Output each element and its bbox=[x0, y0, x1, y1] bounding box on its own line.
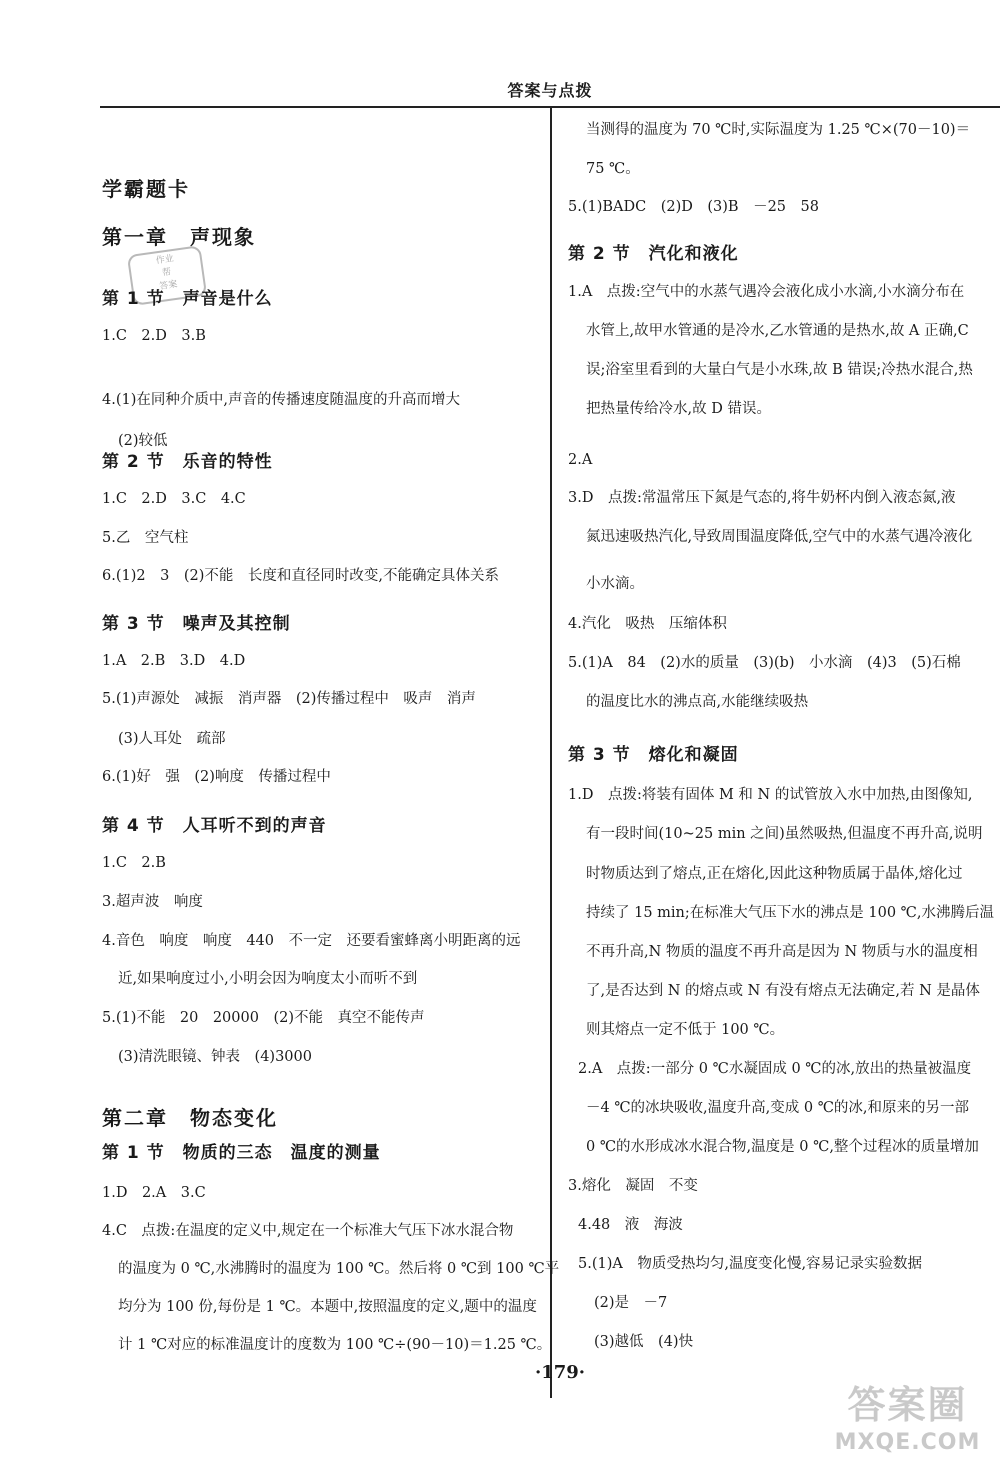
answer-line: 5.(1)声源处 减振 消声器 (2)传播过程中 吸声 消声 bbox=[102, 691, 476, 707]
answer-line: 1.D 2.A 3.C bbox=[102, 1185, 206, 1201]
answer-line: 时物质达到了熔点,正在熔化,因此这种物质属于晶体,熔化过 bbox=[586, 866, 963, 882]
watermark-site: MXQE.COM bbox=[834, 1430, 981, 1455]
watermark-logo: 答案圈 bbox=[847, 1383, 968, 1427]
section-title: 第 3 节 噪声及其控制 bbox=[102, 614, 291, 634]
answer-line: 1.C 2.D 3.C 4.C bbox=[102, 491, 246, 507]
answer-line: 小水滴。 bbox=[586, 576, 644, 592]
answer-line: 0 ℃的水形成冰水混合物,温度是 0 ℃,整个过程冰的质量增加 bbox=[586, 1139, 979, 1155]
answer-line: (2)是 －7 bbox=[594, 1295, 668, 1311]
answer-line: 氮迅速吸热汽化,导致周围温度降低,空气中的水蒸气遇冷液化 bbox=[586, 529, 973, 545]
answer-line: 计 1 ℃对应的标准温度计的度数为 100 ℃÷(90－10)＝1.25 ℃。 bbox=[118, 1337, 552, 1353]
answer-line: 误;浴室里看到的大量白气是小水珠,故 B 错误;冷热水混合,热 bbox=[586, 362, 973, 378]
answer-line: 了,是否达到 N 的熔点或 N 有没有熔点无法确定,若 N 是晶体 bbox=[586, 983, 980, 999]
section-title: 第 2 节 汽化和液化 bbox=[568, 244, 739, 264]
answer-line: 3.熔化 凝固 不变 bbox=[568, 1178, 698, 1194]
answer-line: (3)越低 (4)快 bbox=[594, 1334, 694, 1350]
answer-line: 有一段时间(10~25 min 之间)虽然吸热,但温度不再升高,说明 bbox=[586, 826, 983, 842]
answer-line: 3.D 点拨:常温常压下氮是气态的,将牛奶杯内倒入液态氮,液 bbox=[568, 490, 956, 506]
answer-line: 4.汽化 吸热 压缩体积 bbox=[568, 616, 727, 632]
answer-line: (2)较低 bbox=[118, 433, 168, 449]
answer-line: 5.(1)不能 20 20000 (2)不能 真空不能传声 bbox=[102, 1010, 425, 1026]
answer-line: 2.A bbox=[568, 452, 593, 468]
answer-line: 不再升高,N 物质的温度不再升高是因为 N 物质与水的温度相 bbox=[586, 944, 978, 960]
answer-line: 1.A 2.B 3.D 4.D bbox=[102, 653, 246, 669]
answer-line: 75 ℃。 bbox=[586, 161, 640, 177]
stamp-line: 作业 bbox=[155, 253, 175, 267]
answer-line: 5.(1)A 84 (2)水的质量 (3)(b) 小水滴 (4)3 (5)石棉 bbox=[568, 655, 961, 671]
answer-line: 1.A 点拨:空气中的水蒸气遇冷会液化成小水滴,小水滴分布在 bbox=[568, 284, 965, 300]
section-title: 第 4 节 人耳听不到的声音 bbox=[102, 816, 327, 836]
answer-line: 则其熔点一定不低于 100 ℃。 bbox=[586, 1022, 785, 1038]
answer-line: 1.C 2.B bbox=[102, 855, 166, 871]
section-title: 第 3 节 熔化和凝固 bbox=[568, 745, 739, 765]
page-header: 答案与点拨 bbox=[507, 81, 593, 100]
column-divider bbox=[550, 108, 552, 1398]
section-title: 第 1 节 声音是什么 bbox=[102, 289, 273, 309]
answer-line: 5.(1)A 物质受热均匀,温度变化慢,容易记录实验数据 bbox=[578, 1256, 923, 1272]
answer-line: －4 ℃的冰块吸收,温度升高,变成 0 ℃的冰,和原来的另一部 bbox=[586, 1100, 970, 1116]
answer-line: 6.(1)好 强 (2)响度 传播过程中 bbox=[102, 769, 331, 785]
stamp-line: 帮 bbox=[161, 267, 172, 279]
answer-line: 1.C 2.D 3.B bbox=[102, 328, 206, 344]
chapter-title: 第一章 声现象 bbox=[102, 225, 256, 249]
answer-line: 4.48 液 海波 bbox=[578, 1217, 683, 1233]
answer-line: 当测得的温度为 70 ℃时,实际温度为 1.25 ℃×(70－10)＝ bbox=[586, 122, 971, 138]
answer-line: 水管上,故甲水管通的是冷水,乙水管通的是热水,故 A 正确,C bbox=[586, 323, 969, 339]
answer-line: 的温度为 0 ℃,水沸腾时的温度为 100 ℃。然后将 0 ℃到 100 ℃平 bbox=[118, 1261, 560, 1277]
answer-line: 近,如果响度过小,小明会因为响度太小而听不到 bbox=[118, 971, 418, 987]
answer-line: 2.A 点拨:一部分 0 ℃水凝固成 0 ℃的冰,放出的热量被温度 bbox=[578, 1061, 972, 1077]
answer-line: 持续了 15 min;在标准大气压下水的沸点是 100 ℃,水沸腾后温 bbox=[586, 905, 995, 921]
answer-line: 6.(1)2 3 (2)不能 长度和直径同时改变,不能确定具体关系 bbox=[102, 568, 499, 584]
chapter-title: 第二章 物态变化 bbox=[102, 1106, 278, 1130]
answer-line: 3.超声波 响度 bbox=[102, 894, 203, 910]
answer-line: 5.乙 空气柱 bbox=[102, 530, 189, 546]
page-number: ·179· bbox=[534, 1362, 586, 1383]
answer-line: 4.C 点拨:在温度的定义中,规定在一个标准大气压下冰水混合物 bbox=[102, 1223, 514, 1239]
answer-line: (3)人耳处 疏部 bbox=[118, 731, 226, 747]
stamp-line: 答案 bbox=[158, 279, 179, 293]
answer-line: 均分为 100 份,每份是 1 ℃。本题中,按照温度的定义,题中的温度 bbox=[118, 1299, 537, 1315]
section-title: 第 1 节 物质的三态 温度的测量 bbox=[102, 1143, 381, 1163]
section-title: 第 2 节 乐音的特性 bbox=[102, 452, 273, 472]
answer-line: (3)清洗眼镜、钟表 (4)3000 bbox=[118, 1049, 312, 1065]
card-title: 学霸题卡 bbox=[102, 177, 190, 201]
answer-line: 1.D 点拨:将装有固体 M 和 N 的试管放入水中加热,由图像知, bbox=[568, 787, 973, 803]
watermark bbox=[820, 1380, 995, 1470]
answer-line: 4.(1)在同种介质中,声音的传播速度随温度的升高而增大 bbox=[102, 392, 460, 408]
answer-line: 把热量传给冷水,故 D 错误。 bbox=[586, 401, 771, 417]
answer-line: 4.音色 响度 响度 440 不一定 还要看蜜蜂离小明距离的远 bbox=[102, 933, 521, 949]
answer-line: 5.(1)BADC (2)D (3)B －25 58 bbox=[568, 199, 819, 215]
answer-line: 的温度比水的沸点高,水能继续吸热 bbox=[586, 694, 809, 710]
